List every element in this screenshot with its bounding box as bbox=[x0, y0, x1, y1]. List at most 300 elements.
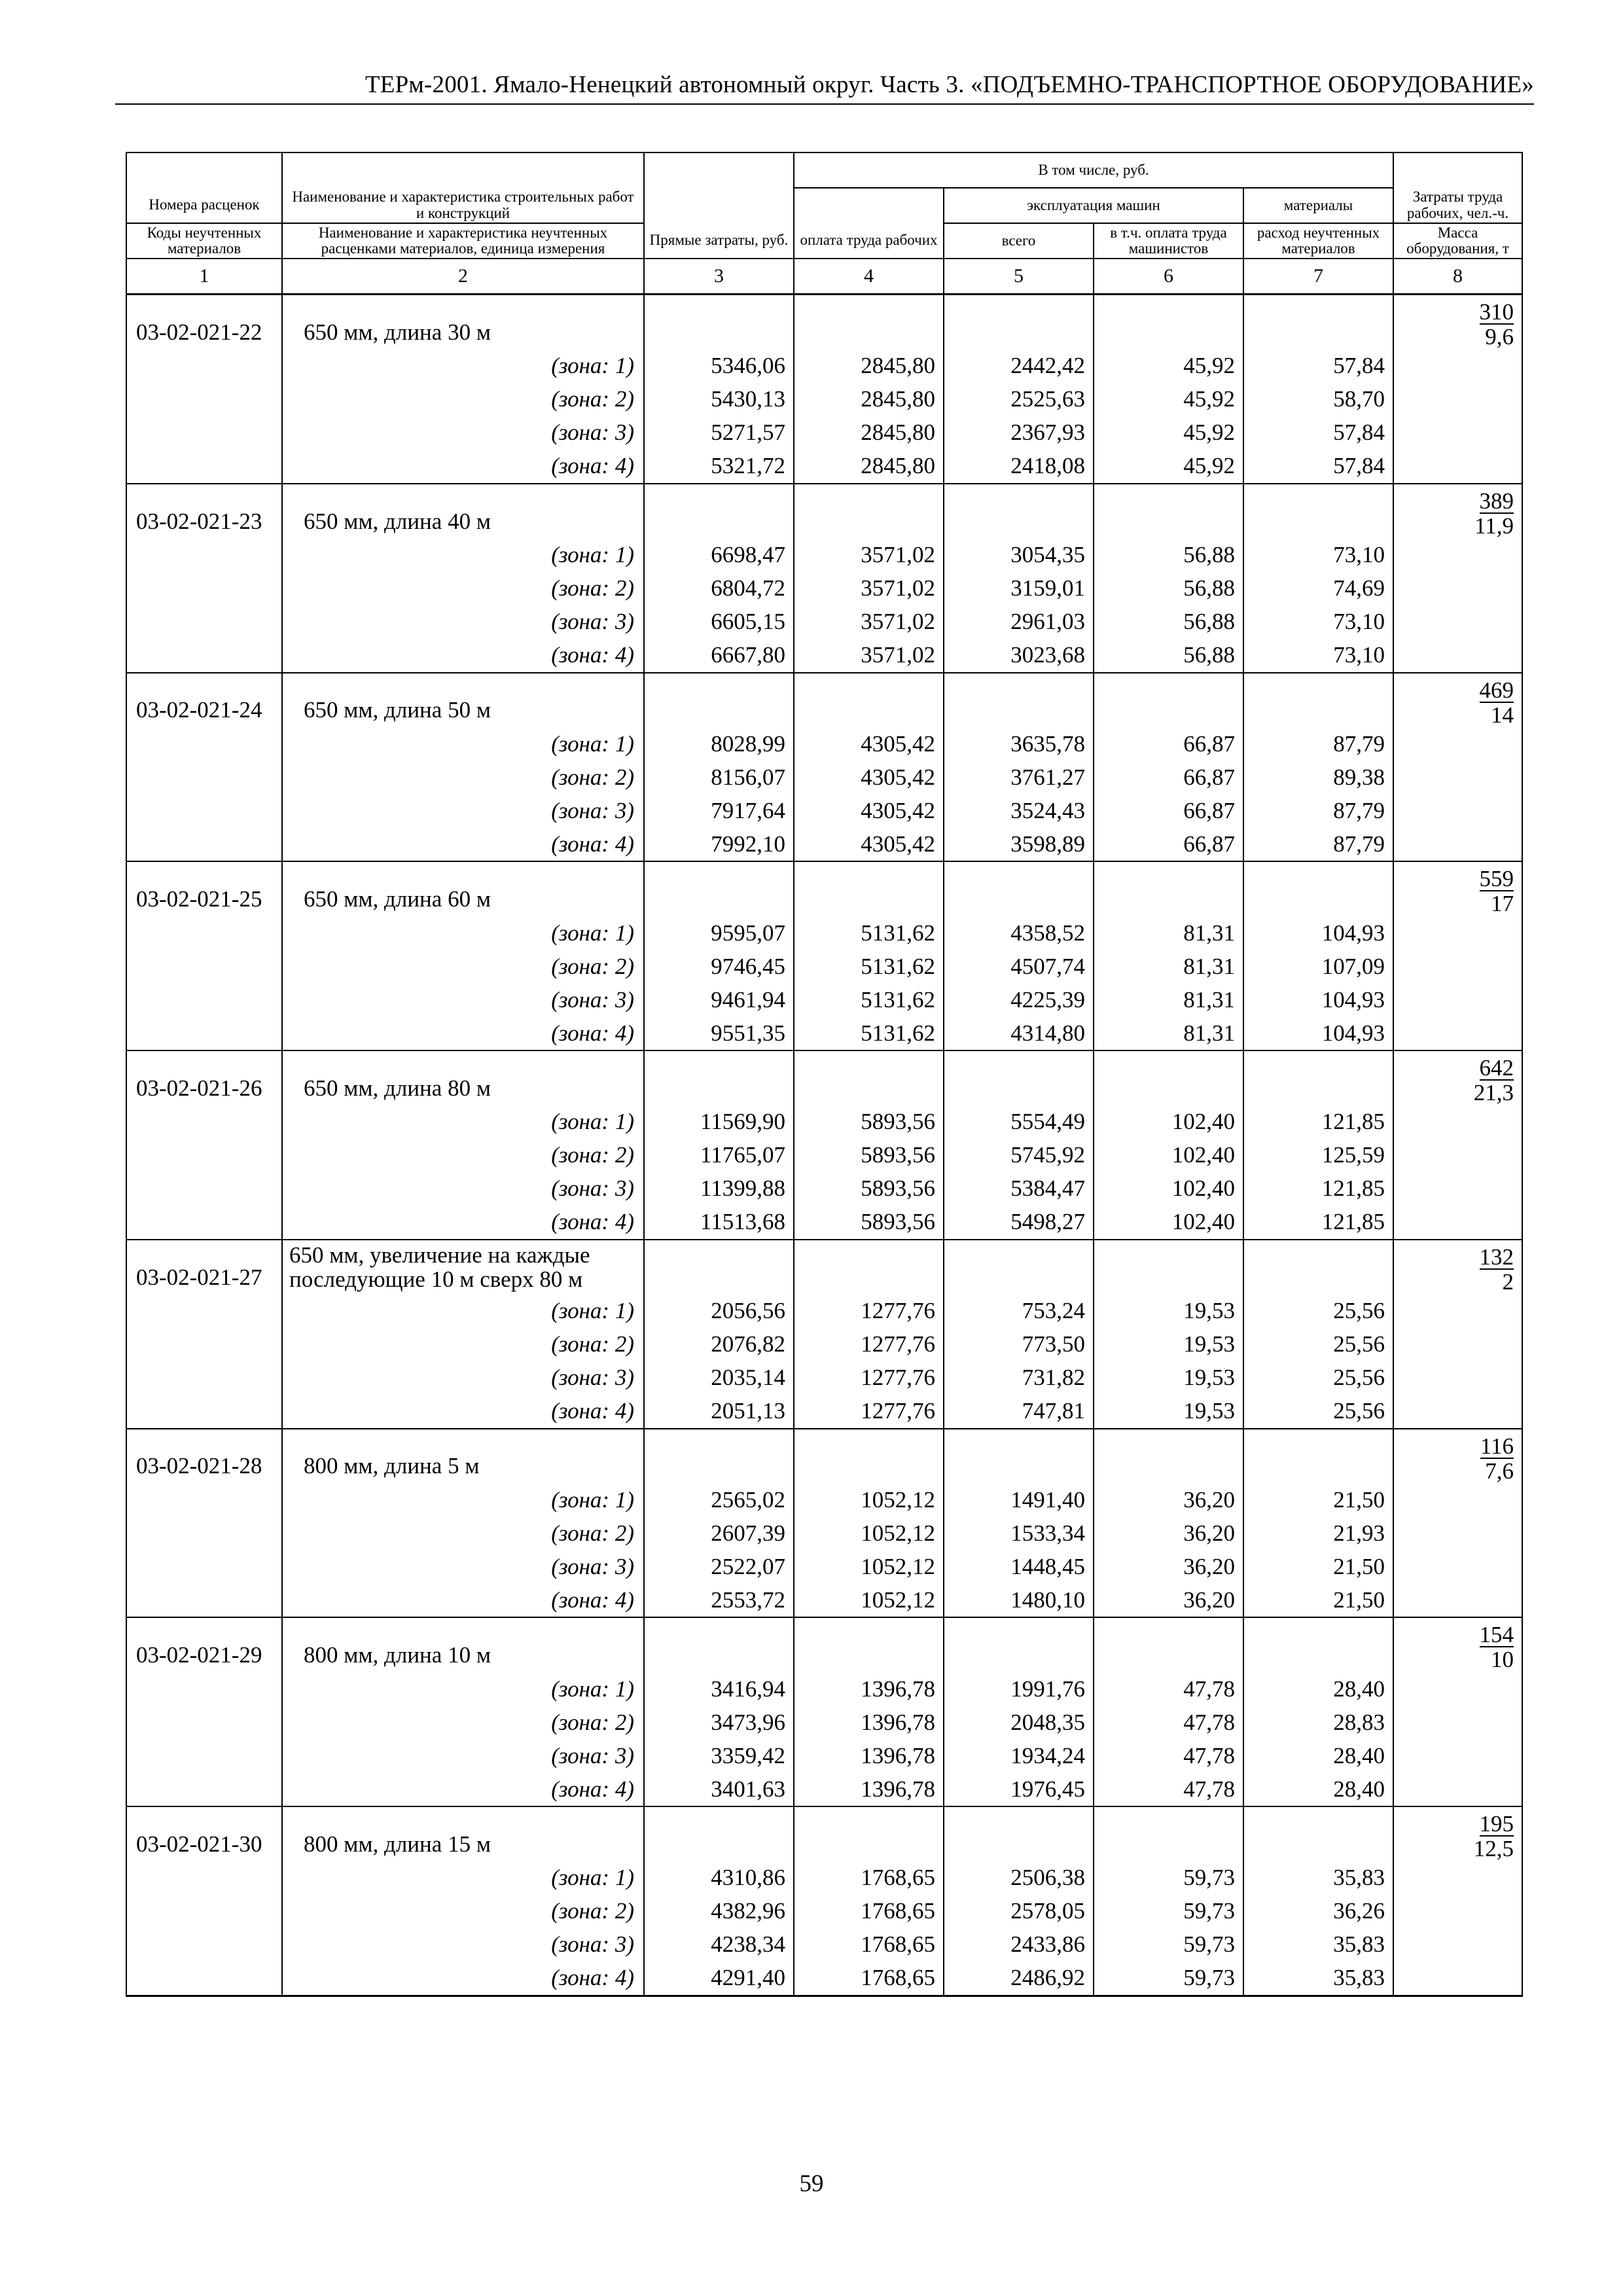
machines-cell: 2442,42 bbox=[944, 350, 1094, 383]
direct-costs-cell: 8156,07 bbox=[644, 761, 794, 794]
direct-costs-cell: 5321,72 bbox=[644, 450, 794, 484]
wages-cell: 4305,42 bbox=[794, 761, 944, 794]
wages-cell: 5131,62 bbox=[794, 916, 944, 950]
zone-row bbox=[126, 1361, 1522, 1395]
header-cell-col3-mid bbox=[644, 188, 794, 223]
zone-row bbox=[126, 983, 1522, 1016]
zone-row bbox=[126, 350, 1522, 383]
operators-wages-cell: 81,31 bbox=[1094, 950, 1243, 983]
zone-row bbox=[126, 1395, 1522, 1429]
direct-costs-cell: 11513,68 bbox=[644, 1206, 794, 1240]
materials-cell: 57,84 bbox=[1243, 416, 1393, 450]
operators-wages-cell: 81,31 bbox=[1094, 983, 1243, 1016]
labor-hours: 310 bbox=[1479, 299, 1514, 325]
zone-row bbox=[126, 1861, 1522, 1895]
materials-cell: 25,56 bbox=[1243, 1361, 1393, 1395]
zone-row bbox=[126, 1928, 1522, 1962]
wages-cell: 3571,02 bbox=[794, 572, 944, 605]
zone-label: (зона: 3) bbox=[282, 1928, 644, 1962]
materials-cell: 104,93 bbox=[1243, 983, 1393, 1016]
machines-cell: 2048,35 bbox=[944, 1706, 1094, 1739]
zone-row bbox=[126, 1706, 1522, 1739]
zone-row bbox=[126, 416, 1522, 450]
header-direct-costs: Прямые затраты, руб. bbox=[644, 223, 794, 259]
labor-mass-fraction bbox=[1394, 299, 1514, 350]
zone-row bbox=[126, 1772, 1522, 1806]
zone-label: (зона: 4) bbox=[282, 639, 644, 673]
machines-cell: 2961,03 bbox=[944, 605, 1094, 639]
header-wages: оплата труда рабочих bbox=[794, 223, 944, 259]
materials-cell: 58,70 bbox=[1243, 383, 1393, 416]
wages-cell: 1768,65 bbox=[794, 1861, 944, 1895]
labor-hours: 389 bbox=[1479, 488, 1514, 514]
zone-row bbox=[126, 950, 1522, 983]
rate-name: 650 мм, увеличение на каждые последующие 10 м сверх 80 м bbox=[282, 1240, 644, 1295]
wages-cell: 2845,80 bbox=[794, 450, 944, 484]
rate-code: 03-02-021-22 bbox=[126, 295, 282, 350]
machines-cell: 1934,24 bbox=[944, 1739, 1094, 1772]
zone-label: (зона: 1) bbox=[282, 1295, 644, 1328]
zone-row bbox=[126, 827, 1522, 861]
machines-cell: 731,82 bbox=[944, 1361, 1094, 1395]
direct-costs-cell: 9746,45 bbox=[644, 950, 794, 983]
operators-wages-cell: 66,87 bbox=[1094, 761, 1243, 794]
direct-costs-cell: 2076,82 bbox=[644, 1328, 794, 1361]
zone-row bbox=[126, 1016, 1522, 1050]
machines-cell: 3023,68 bbox=[944, 639, 1094, 673]
labor-mass-fraction bbox=[1394, 1244, 1514, 1295]
materials-cell: 35,83 bbox=[1243, 1928, 1393, 1962]
wages-cell: 1277,76 bbox=[794, 1328, 944, 1361]
direct-costs-cell: 2051,13 bbox=[644, 1395, 794, 1429]
operators-wages-cell: 59,73 bbox=[1094, 1928, 1243, 1962]
operators-wages-cell: 36,20 bbox=[1094, 1583, 1243, 1617]
wages-cell: 1396,78 bbox=[794, 1772, 944, 1806]
zone-label: (зона: 2) bbox=[282, 1139, 644, 1172]
page-number: 59 bbox=[799, 2170, 824, 2197]
equipment-mass: 2 bbox=[1502, 1268, 1514, 1295]
header-unaccounted-materials: расход неучтенных материалов bbox=[1243, 223, 1393, 259]
machines-cell: 1491,40 bbox=[944, 1483, 1094, 1516]
rate-code: 03-02-021-23 bbox=[126, 484, 282, 539]
zone-label: (зона: 3) bbox=[282, 1361, 644, 1395]
rate-code: 03-02-021-29 bbox=[126, 1618, 282, 1672]
direct-costs-cell: 3416,94 bbox=[644, 1672, 794, 1706]
wages-cell: 1277,76 bbox=[794, 1295, 944, 1328]
wages-cell: 5893,56 bbox=[794, 1206, 944, 1240]
rates-table bbox=[126, 152, 1523, 1997]
zone-label: (зона: 1) bbox=[282, 727, 644, 761]
equipment-mass: 11,9 bbox=[1474, 512, 1514, 539]
materials-cell: 21,93 bbox=[1243, 1516, 1393, 1550]
wages-cell: 2845,80 bbox=[794, 383, 944, 416]
rate-row bbox=[126, 673, 1522, 728]
column-number: 1 bbox=[126, 259, 282, 295]
zone-row bbox=[126, 1105, 1522, 1139]
operators-wages-cell: 81,31 bbox=[1094, 916, 1243, 950]
wages-cell: 5893,56 bbox=[794, 1172, 944, 1206]
labor-mass-fraction bbox=[1394, 677, 1514, 728]
operators-wages-cell: 56,88 bbox=[1094, 539, 1243, 572]
running-header: ТЕРм-2001. Ямало-Ненецкий автономный округ. Часть 3. «ПОДЪЕМНО-ТРАНСПОРТНОЕ ОБОРУДОВАНИЕ» bbox=[365, 71, 1534, 98]
labor-mass-fraction bbox=[1393, 1429, 1522, 1484]
labor-mass-fraction bbox=[1394, 1055, 1514, 1105]
machines-cell: 5384,47 bbox=[944, 1172, 1094, 1206]
materials-cell: 35,83 bbox=[1243, 1962, 1393, 1996]
direct-costs-cell: 5271,57 bbox=[644, 416, 794, 450]
direct-costs-cell: 4310,86 bbox=[644, 1861, 794, 1895]
wages-cell: 1052,12 bbox=[794, 1516, 944, 1550]
zone-label: (зона: 2) bbox=[282, 950, 644, 983]
zone-label: (зона: 2) bbox=[282, 1895, 644, 1928]
materials-cell: 21,50 bbox=[1243, 1550, 1393, 1583]
zone-row bbox=[126, 1328, 1522, 1361]
header-machines-total: всего bbox=[944, 223, 1094, 259]
rate-name: 650 мм, длина 50 м bbox=[282, 673, 644, 728]
operators-wages-cell: 47,78 bbox=[1094, 1672, 1243, 1706]
rate-row bbox=[126, 1240, 1522, 1295]
header-operators-wages: в т.ч. оплата труда машинистов bbox=[1094, 223, 1243, 259]
zone-row bbox=[126, 1139, 1522, 1172]
materials-cell: 28,40 bbox=[1243, 1672, 1393, 1706]
rate-name: 650 мм, длина 80 м bbox=[282, 1051, 644, 1105]
wages-cell: 3571,02 bbox=[794, 639, 944, 673]
zone-row bbox=[126, 1172, 1522, 1206]
materials-cell: 121,85 bbox=[1243, 1172, 1393, 1206]
equipment-mass: 21,3 bbox=[1473, 1080, 1514, 1105]
column-number: 5 bbox=[944, 259, 1094, 295]
machines-cell: 1533,34 bbox=[944, 1516, 1094, 1550]
zone-label: (зона: 1) bbox=[282, 350, 644, 383]
wages-cell: 1052,12 bbox=[794, 1583, 944, 1617]
header-machines: эксплуатация машин bbox=[944, 188, 1243, 223]
direct-costs-cell: 7917,64 bbox=[644, 794, 794, 827]
operators-wages-cell: 19,53 bbox=[1094, 1395, 1243, 1429]
direct-costs-cell: 9551,35 bbox=[644, 1016, 794, 1050]
labor-mass-fraction bbox=[1393, 1240, 1522, 1295]
labor-mass-fraction bbox=[1393, 295, 1522, 350]
labor-mass-fraction bbox=[1393, 673, 1522, 728]
machines-cell: 3598,89 bbox=[944, 827, 1094, 861]
zone-label: (зона: 2) bbox=[282, 572, 644, 605]
wages-cell: 3571,02 bbox=[794, 539, 944, 572]
zone-row bbox=[126, 1739, 1522, 1772]
labor-hours: 132 bbox=[1479, 1244, 1514, 1270]
rate-row bbox=[126, 1618, 1522, 1672]
direct-costs-cell: 6667,80 bbox=[644, 639, 794, 673]
operators-wages-cell: 56,88 bbox=[1094, 639, 1243, 673]
rate-name: 800 мм, длина 10 м bbox=[282, 1618, 644, 1672]
direct-costs-cell: 6698,47 bbox=[644, 539, 794, 572]
materials-cell: 87,79 bbox=[1243, 727, 1393, 761]
zone-row bbox=[126, 605, 1522, 639]
zone-label: (зона: 2) bbox=[282, 1328, 644, 1361]
rate-code: 03-02-021-24 bbox=[126, 673, 282, 728]
labor-mass-fraction bbox=[1394, 1433, 1514, 1484]
header-rate-numbers: Номера расценок bbox=[126, 188, 282, 223]
direct-costs-cell: 2553,72 bbox=[644, 1583, 794, 1617]
labor-mass-fraction bbox=[1394, 1622, 1514, 1672]
operators-wages-cell: 66,87 bbox=[1094, 794, 1243, 827]
labor-mass-fraction bbox=[1393, 862, 1522, 916]
machines-cell: 747,81 bbox=[944, 1395, 1094, 1429]
zone-label: (зона: 4) bbox=[282, 1016, 644, 1050]
direct-costs-cell: 5430,13 bbox=[644, 383, 794, 416]
labor-mass-fraction bbox=[1393, 1807, 1522, 1861]
materials-cell: 121,85 bbox=[1243, 1206, 1393, 1240]
rate-name: 800 мм, длина 15 м bbox=[282, 1807, 644, 1861]
zone-row bbox=[126, 1962, 1522, 1996]
zone-label: (зона: 1) bbox=[282, 1672, 644, 1706]
zone-row bbox=[126, 383, 1522, 416]
wages-cell: 1052,12 bbox=[794, 1550, 944, 1583]
materials-cell: 25,56 bbox=[1243, 1395, 1393, 1429]
rate-row bbox=[126, 295, 1522, 350]
machines-cell: 753,24 bbox=[944, 1295, 1094, 1328]
machines-cell: 2367,93 bbox=[944, 416, 1094, 450]
header-material-codes: Коды неучтенных материалов bbox=[126, 223, 282, 259]
labor-hours: 642 bbox=[1479, 1055, 1514, 1081]
materials-cell: 25,56 bbox=[1243, 1328, 1393, 1361]
rate-row bbox=[126, 1807, 1522, 1861]
materials-cell: 57,84 bbox=[1243, 450, 1393, 484]
rate-name: 650 мм, длина 30 м bbox=[282, 295, 644, 350]
zone-row bbox=[126, 794, 1522, 827]
column-number: 4 bbox=[794, 259, 944, 295]
rate-code: 03-02-021-27 bbox=[126, 1240, 282, 1295]
materials-cell: 73,10 bbox=[1243, 539, 1393, 572]
zone-row bbox=[126, 1672, 1522, 1706]
materials-cell: 73,10 bbox=[1243, 605, 1393, 639]
direct-costs-cell: 11399,88 bbox=[644, 1172, 794, 1206]
direct-costs-cell: 11569,90 bbox=[644, 1105, 794, 1139]
materials-cell: 73,10 bbox=[1243, 639, 1393, 673]
equipment-mass: 12,5 bbox=[1473, 1836, 1514, 1861]
labor-hours: 116 bbox=[1480, 1433, 1514, 1459]
operators-wages-cell: 56,88 bbox=[1094, 605, 1243, 639]
equipment-mass: 14 bbox=[1491, 702, 1514, 728]
operators-wages-cell: 47,78 bbox=[1094, 1739, 1243, 1772]
zone-row bbox=[126, 1516, 1522, 1550]
zone-label: (зона: 1) bbox=[282, 539, 644, 572]
operators-wages-cell: 59,73 bbox=[1094, 1962, 1243, 1996]
operators-wages-cell: 45,92 bbox=[1094, 383, 1243, 416]
operators-wages-cell: 59,73 bbox=[1094, 1861, 1243, 1895]
operators-wages-cell: 102,40 bbox=[1094, 1206, 1243, 1240]
machines-cell: 3054,35 bbox=[944, 539, 1094, 572]
direct-costs-cell: 2035,14 bbox=[644, 1361, 794, 1395]
labor-mass-fraction bbox=[1393, 484, 1522, 539]
operators-wages-cell: 36,20 bbox=[1094, 1550, 1243, 1583]
machines-cell: 5554,49 bbox=[944, 1105, 1094, 1139]
wages-cell: 4305,42 bbox=[794, 727, 944, 761]
zone-label: (зона: 3) bbox=[282, 605, 644, 639]
zone-label: (зона: 1) bbox=[282, 916, 644, 950]
zone-label: (зона: 2) bbox=[282, 383, 644, 416]
operators-wages-cell: 102,40 bbox=[1094, 1105, 1243, 1139]
wages-cell: 5893,56 bbox=[794, 1139, 944, 1172]
wages-cell: 5893,56 bbox=[794, 1105, 944, 1139]
operators-wages-cell: 102,40 bbox=[1094, 1172, 1243, 1206]
machines-cell: 2506,38 bbox=[944, 1861, 1094, 1895]
rate-row bbox=[126, 1051, 1522, 1105]
zone-label: (зона: 3) bbox=[282, 1550, 644, 1583]
labor-mass-fraction bbox=[1394, 1811, 1514, 1861]
column-number: 7 bbox=[1243, 259, 1393, 295]
zone-row bbox=[126, 1483, 1522, 1516]
zone-label: (зона: 3) bbox=[282, 983, 644, 1016]
operators-wages-cell: 66,87 bbox=[1094, 727, 1243, 761]
machines-cell: 4507,74 bbox=[944, 950, 1094, 983]
materials-cell: 104,93 bbox=[1243, 916, 1393, 950]
header-cell-col3-top bbox=[644, 152, 794, 188]
zone-row bbox=[126, 1295, 1522, 1328]
header-cell-col4-mid bbox=[794, 188, 944, 223]
rate-code: 03-02-021-28 bbox=[126, 1429, 282, 1484]
direct-costs-cell: 2056,56 bbox=[644, 1295, 794, 1328]
machines-cell: 3761,27 bbox=[944, 761, 1094, 794]
materials-cell: 21,50 bbox=[1243, 1483, 1393, 1516]
zone-row bbox=[126, 1583, 1522, 1617]
operators-wages-cell: 45,92 bbox=[1094, 416, 1243, 450]
labor-hours: 195 bbox=[1479, 1811, 1514, 1837]
zone-row bbox=[126, 1550, 1522, 1583]
operators-wages-cell: 59,73 bbox=[1094, 1895, 1243, 1928]
wages-cell: 5131,62 bbox=[794, 983, 944, 1016]
equipment-mass: 7,6 bbox=[1485, 1458, 1514, 1484]
wages-cell: 1396,78 bbox=[794, 1672, 944, 1706]
header-group-including: В том числе, руб. bbox=[794, 152, 1393, 188]
materials-cell: 28,83 bbox=[1243, 1706, 1393, 1739]
wages-cell: 1768,65 bbox=[794, 1895, 944, 1928]
labor-mass-fraction bbox=[1393, 1618, 1522, 1672]
machines-cell: 3524,43 bbox=[944, 794, 1094, 827]
rate-code: 03-02-021-25 bbox=[126, 862, 282, 916]
operators-wages-cell: 19,53 bbox=[1094, 1361, 1243, 1395]
materials-cell: 35,83 bbox=[1243, 1861, 1393, 1895]
zone-row bbox=[126, 539, 1522, 572]
wages-cell: 1052,12 bbox=[794, 1483, 944, 1516]
column-number: 6 bbox=[1094, 259, 1243, 295]
wages-cell: 4305,42 bbox=[794, 794, 944, 827]
materials-cell: 121,85 bbox=[1243, 1105, 1393, 1139]
zone-label: (зона: 3) bbox=[282, 794, 644, 827]
operators-wages-cell: 45,92 bbox=[1094, 350, 1243, 383]
materials-cell: 57,84 bbox=[1243, 350, 1393, 383]
wages-cell: 1768,65 bbox=[794, 1928, 944, 1962]
machines-cell: 1976,45 bbox=[944, 1772, 1094, 1806]
operators-wages-cell: 45,92 bbox=[1094, 450, 1243, 484]
machines-cell: 4358,52 bbox=[944, 916, 1094, 950]
operators-wages-cell: 19,53 bbox=[1094, 1328, 1243, 1361]
operators-wages-cell: 36,20 bbox=[1094, 1516, 1243, 1550]
materials-cell: 74,69 bbox=[1243, 572, 1393, 605]
machines-cell: 5745,92 bbox=[944, 1139, 1094, 1172]
zone-row bbox=[126, 639, 1522, 673]
zone-label: (зона: 1) bbox=[282, 1105, 644, 1139]
wages-cell: 2845,80 bbox=[794, 350, 944, 383]
rate-name: 650 мм, длина 60 м bbox=[282, 862, 644, 916]
materials-cell: 107,09 bbox=[1243, 950, 1393, 983]
rate-name: 650 мм, длина 40 м bbox=[282, 484, 644, 539]
materials-cell: 28,40 bbox=[1243, 1772, 1393, 1806]
direct-costs-cell: 6605,15 bbox=[644, 605, 794, 639]
zone-label: (зона: 4) bbox=[282, 1206, 644, 1240]
operators-wages-cell: 19,53 bbox=[1094, 1295, 1243, 1328]
operators-wages-cell: 56,88 bbox=[1094, 572, 1243, 605]
wages-cell: 5131,62 bbox=[794, 950, 944, 983]
labor-hours: 154 bbox=[1479, 1622, 1514, 1648]
labor-mass-fraction bbox=[1394, 488, 1514, 539]
direct-costs-cell: 9461,94 bbox=[644, 983, 794, 1016]
rate-code: 03-02-021-30 bbox=[126, 1807, 282, 1861]
machines-cell: 5498,27 bbox=[944, 1206, 1094, 1240]
direct-costs-cell: 11765,07 bbox=[644, 1139, 794, 1172]
zone-label: (зона: 3) bbox=[282, 1172, 644, 1206]
zone-label: (зона: 2) bbox=[282, 761, 644, 794]
direct-costs-cell: 2607,39 bbox=[644, 1516, 794, 1550]
rate-row bbox=[126, 1429, 1522, 1484]
machines-cell: 1448,45 bbox=[944, 1550, 1094, 1583]
labor-mass-fraction bbox=[1394, 866, 1514, 916]
header-cell-col1-top bbox=[126, 152, 282, 188]
equipment-mass: 10 bbox=[1491, 1647, 1514, 1673]
zone-row bbox=[126, 727, 1522, 761]
zone-label: (зона: 2) bbox=[282, 1516, 644, 1550]
header-materials-name: Наименование и характеристика неучтенных расценками материалов, единица измерения bbox=[282, 223, 644, 259]
operators-wages-cell: 36,20 bbox=[1094, 1483, 1243, 1516]
header-materials: материалы bbox=[1243, 188, 1393, 223]
zone-label: (зона: 3) bbox=[282, 416, 644, 450]
operators-wages-cell: 81,31 bbox=[1094, 1016, 1243, 1050]
direct-costs-cell: 3401,63 bbox=[644, 1772, 794, 1806]
header-rule bbox=[115, 103, 1534, 105]
zone-label: (зона: 2) bbox=[282, 1706, 644, 1739]
header-labor-costs: Затраты труда рабочих, чел.-ч. bbox=[1393, 188, 1522, 223]
wages-cell: 1396,78 bbox=[794, 1706, 944, 1739]
machines-cell: 773,50 bbox=[944, 1328, 1094, 1361]
wages-cell: 1768,65 bbox=[794, 1962, 944, 1996]
machines-cell: 4225,39 bbox=[944, 983, 1094, 1016]
header-equipment-mass: Масса оборудования, т bbox=[1393, 223, 1522, 259]
zone-row bbox=[126, 916, 1522, 950]
machines-cell: 2578,05 bbox=[944, 1895, 1094, 1928]
operators-wages-cell: 102,40 bbox=[1094, 1139, 1243, 1172]
zone-label: (зона: 3) bbox=[282, 1739, 644, 1772]
zone-label: (зона: 4) bbox=[282, 450, 644, 484]
zone-row bbox=[126, 1895, 1522, 1928]
equipment-mass: 9,6 bbox=[1485, 324, 1514, 350]
header-cell-col8-top bbox=[1393, 152, 1522, 188]
zone-label: (зона: 1) bbox=[282, 1483, 644, 1516]
labor-hours: 559 bbox=[1479, 866, 1514, 892]
operators-wages-cell: 47,78 bbox=[1094, 1706, 1243, 1739]
wages-cell: 1277,76 bbox=[794, 1361, 944, 1395]
wages-cell: 1277,76 bbox=[794, 1395, 944, 1429]
machines-cell: 3635,78 bbox=[944, 727, 1094, 761]
equipment-mass: 17 bbox=[1491, 891, 1514, 917]
wages-cell: 2845,80 bbox=[794, 416, 944, 450]
direct-costs-cell: 3473,96 bbox=[644, 1706, 794, 1739]
direct-costs-cell: 8028,99 bbox=[644, 727, 794, 761]
direct-costs-cell: 9595,07 bbox=[644, 916, 794, 950]
rate-name: 800 мм, длина 5 м bbox=[282, 1429, 644, 1484]
machines-cell: 2486,92 bbox=[944, 1962, 1094, 1996]
machines-cell: 2525,63 bbox=[944, 383, 1094, 416]
zone-label: (зона: 1) bbox=[282, 1861, 644, 1895]
direct-costs-cell: 6804,72 bbox=[644, 572, 794, 605]
machines-cell: 3159,01 bbox=[944, 572, 1094, 605]
